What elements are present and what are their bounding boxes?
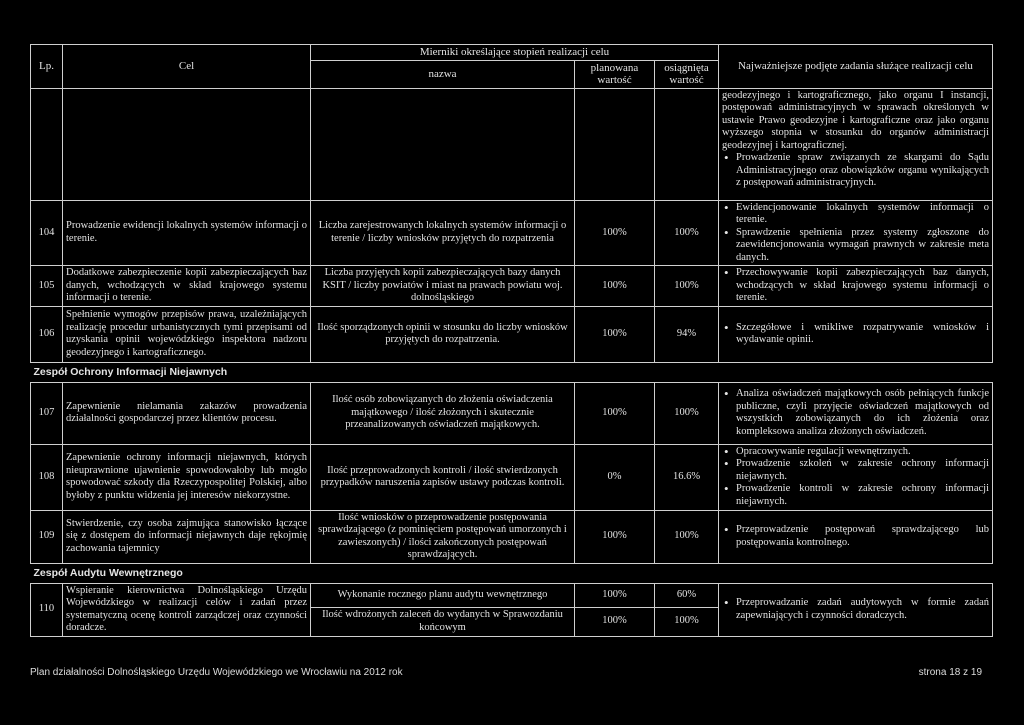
continued-text: geodezyjnego i kartograficznego, jako organu I instancji, postępowań administracyjnych w sprawach określonych w ustawie Prawo geodezyjne i kartograficzne oraz jako organu wyższego stopnia w stosunku do organów administracji geodezyjnej i kartograficznej. — [722, 89, 989, 151]
measure-cell: Liczba zarejestrowanych lokalnych systemów informacji o terenie / liczby wniosków przyjętych do rozpatrzenia — [311, 200, 575, 266]
row-number: 110 — [31, 583, 63, 636]
planned-value: 100% — [575, 607, 655, 636]
task-bullet: • Ewidencjonowanie lokalnych systemów informacji o terenie. — [736, 202, 989, 227]
col-lp: Lp. — [31, 45, 63, 89]
achieved-value: 100% — [655, 266, 719, 307]
table-row — [31, 444, 993, 510]
table-row-continuation — [31, 88, 993, 200]
task-bullet: • Przeprowadzenie postępowań sprawdzającego lub postępowania kontrolnego. — [736, 524, 989, 549]
measure-cell: Ilość osób zobowiązanych do złożenia oświadczenia majątkowego / ilość złożonych i skutecznie przeanalizowanych oświadczeń majątkowych. — [311, 382, 575, 444]
planned-value: 0% — [575, 444, 655, 510]
row-number: 109 — [31, 510, 63, 563]
goal-cell: Stwierdzenie, czy osoba zajmująca stanowisko łączące się z dostępem do informacji niejawnych daje rękojmię zachowania tajemnicy — [63, 510, 311, 563]
table-row — [31, 306, 993, 362]
measure-cell: Ilość wdrożonych zaleceń do wydanych w Sprawozdaniu końcowym — [311, 607, 575, 636]
planned-value: 100% — [575, 200, 655, 266]
planned-value: 100% — [575, 306, 655, 362]
page-number: strona 18 z 19 — [918, 667, 982, 678]
goal-cell: Zapewnienie ochrony informacji niejawnych, których nieuprawnione ujawnienie spowodowałoby lub mogło spowodować szkody dla Rzeczypospolitej Polskiej, albo byłoby z punktu widzenia jej interesów niekorzystne. — [63, 444, 311, 510]
measure-cell: Liczba przyjętych kopii zabezpieczających bazy danych KSIT / liczby powiatów i miast na prawach powiatu woj. dolnośląskiego — [311, 266, 575, 307]
achieved-value: 100% — [655, 200, 719, 266]
tasks-cell — [719, 200, 993, 266]
col-zadania: Najważniejsze podjęte zadania służące realizacji celu — [719, 45, 993, 89]
section-row — [31, 563, 993, 583]
achieved-value: 100% — [655, 510, 719, 563]
goal-cell: Wspieranie kierownictwa Dolnośląskiego Urzędu Wojewódzkiego w realizacji celów i zadań przez systematyczną ocenę kontroli zarządczej oraz czynności doradcze. — [63, 583, 311, 636]
section-title: Zespół Audytu Wewnętrznego — [31, 563, 993, 583]
section-title: Zespół Ochrony Informacji Niejawnych — [31, 362, 993, 382]
goal-cell: Dodatkowe zabezpieczenie kopii zabezpieczających baz danych, wchodzących w skład krajowego systemu informacji o terenie. — [63, 266, 311, 307]
goal-cell: Prowadzenie ewidencji lokalnych systemów informacji o terenie. — [63, 200, 311, 266]
row-number: 105 — [31, 266, 63, 307]
col-cel: Cel — [63, 45, 311, 89]
col-mierniki: Mierniki określające stopień realizacji celu — [311, 45, 719, 61]
col-osiagnieta: osiągnięta wartość — [655, 60, 719, 88]
table-row — [31, 510, 993, 563]
task-bullet: • Prowadzenie szkoleń w zakresie ochrony informacji niejawnych. — [736, 458, 989, 483]
measure-cell: Ilość sporządzonych opinii w stosunku do liczby wniosków przyjętych do rozpatrzenia. — [311, 306, 575, 362]
achieved-value: 100% — [655, 382, 719, 444]
task-bullet: • Sprawdzenie spełnienia przez systemy zgłoszone do zaewidencjonowania wymagań prawnych w zakresie meta danych. — [736, 227, 989, 265]
tasks-cell — [719, 444, 993, 510]
planned-value: 100% — [575, 382, 655, 444]
plan-table — [30, 44, 993, 637]
row-number: 107 — [31, 382, 63, 444]
goal-cell: Spełnienie wymogów przepisów prawa, uzależniających realizację procedur urbanistycznych tymi przepisami od uzyskania opinii wojewódzkiego inspektora nadzoru geodezyjnego i kartograficznego. — [63, 306, 311, 362]
achieved-value: 16.6% — [655, 444, 719, 510]
planned-value: 100% — [575, 266, 655, 307]
table-row — [31, 266, 993, 307]
achieved-value: 60% — [655, 583, 719, 607]
plan-table-page — [30, 44, 992, 674]
task-bullet: • Analiza oświadczeń majątkowych osób pełniących funkcje publiczne, czyli przyjęcie oświadczeń majątkowych od wszystkich zobowiązanych do ich złożenia oraz kompleksowa analiza złożonych oświadczeń. — [736, 388, 989, 438]
measure-cell: Ilość wniosków o przeprowadzenie postępowania sprawdzającego (z pominięciem postępowań umorzonych i zawieszonych) / ilości zakończonych postępowań sprawdzających. — [311, 510, 575, 563]
table-row — [31, 583, 993, 607]
task-bullet: • Opracowywanie regulacji wewnętrznych. — [736, 446, 989, 459]
col-nazwa: nazwa — [311, 60, 575, 88]
goal-cell: Zapewnienie nielamania zakazów prowadzenia działalności gospodarczej przez klientów procesu. — [63, 382, 311, 444]
measure-cell: Wykonanie rocznego planu audytu wewnętrznego — [311, 583, 575, 607]
task-bullet: • Prowadzenie spraw związanych ze skargami do Sądu Administracyjnego oraz obowiązków organu wynikających z postępowań administracyjnych. — [736, 152, 989, 190]
footer-title: Plan działalności Dolnośląskiego Urzędu Wojewódzkiego we Wrocławiu na 2012 rok — [30, 667, 403, 678]
achieved-value: 100% — [655, 607, 719, 636]
section-row — [31, 362, 993, 382]
continued-tasks — [719, 88, 993, 200]
planned-value: 100% — [575, 510, 655, 563]
tasks-cell — [719, 306, 993, 362]
row-number: 106 — [31, 306, 63, 362]
col-planowana: planowana wartość — [575, 60, 655, 88]
measure-cell: Ilość przeprowadzonych kontroli / ilość stwierdzonych przypadków naruszenia zapisów ustawy podczas kontroli. — [311, 444, 575, 510]
task-bullet: • Przechowywanie kopii zabezpieczających baz danych, wchodzących w skład krajowego systemu informacji o terenie. — [736, 267, 989, 305]
table-row — [31, 200, 993, 266]
achieved-value: 94% — [655, 306, 719, 362]
task-bullet: • Szczegółowe i wnikliwe rozpatrywanie wniosków i wydawanie opinii. — [736, 322, 989, 347]
task-bullet: • Prowadzenie kontroli w zakresie ochrony informacji niejawnych. — [736, 483, 989, 508]
row-number: 108 — [31, 444, 63, 510]
task-bullet: • Przeprowadzanie zadań audytowych w formie zadań zapewniających i czynności doradczych. — [736, 597, 989, 622]
tasks-cell — [719, 583, 993, 636]
tasks-cell — [719, 266, 993, 307]
tasks-cell — [719, 510, 993, 563]
table-row — [31, 382, 993, 444]
planned-value: 100% — [575, 583, 655, 607]
row-number: 104 — [31, 200, 63, 266]
tasks-cell — [719, 382, 993, 444]
